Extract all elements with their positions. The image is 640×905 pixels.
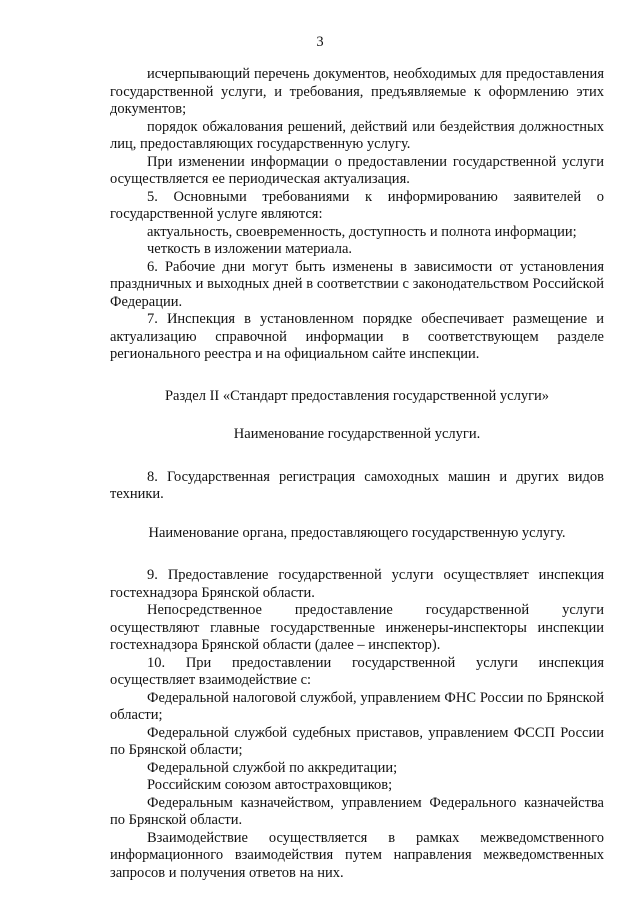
paragraph: актуальность, своевременность, доступность и полнота информации; (147, 223, 577, 240)
paragraph: 5. Основными требованиями к информированию заявителей о государственной услуге являются: (110, 188, 604, 222)
paragraph: Федеральной налоговой службой, управлением ФНС России по Брянской области; (110, 689, 604, 723)
paragraph: 9. Предоставление государственной услуги осуществляет инспекция гостехнадзора Брянской области. (110, 567, 604, 601)
paragraph: Федеральной службой по аккредитации; (147, 759, 398, 776)
paragraph: 10. При предоставлении государственной услуги инспекция осуществляет взаимодействие с: (110, 654, 604, 688)
paragraph: порядок обжалования решений, действий или бездействия должностных лиц, предоставляющих государственную услугу. (110, 118, 604, 152)
paragraph: Федеральным казначейством, управлением Федерального казначейства по Брянской области. (110, 794, 604, 828)
page-number: 3 (316, 34, 324, 50)
paragraph: Взаимодействие осуществляется в рамках межведомственного информационного взаимодействия путем направления межведомственных запросов и получения ответов на них. (110, 829, 604, 881)
paragraph: Федеральной службой судебных приставов, управлением ФССП России по Брянской области; (110, 724, 604, 758)
paragraph: 7. Инспекция в установленном порядке обеспечивает размещение и актуализацию справочной информации в соответствующем разделе регионального реестра и на официальном сайте инспекции. (110, 311, 604, 362)
paragraph-item-8: 8. Государственная регистрация самоходных машин и других видов техники. (110, 468, 604, 502)
heading-service-name: Наименование государственной услуги. (233, 426, 481, 442)
paragraph: 6. Рабочие дни могут быть изменены в зависимости от установления праздничных и выходных дней в соответствии с законодательством Российской Федерации. (110, 258, 604, 310)
heading-authority: Наименование органа, предоставляющего государственную услугу. (148, 524, 566, 541)
document-body (110, 66, 604, 882)
paragraph: При изменении информации о предоставлении государственной услуги осуществляется ее периодическая актуализация. (110, 153, 604, 187)
paragraph: четкость в изложении материала. (147, 241, 353, 257)
paragraph: Непосредственное предоставление государственной услуги осуществляют главные государственные инженеры-инспекторы инспекции гостехнадзора Брянской области (далее – инспектор). (110, 602, 604, 653)
paragraph: исчерпывающий перечень документов, необходимых для предоставления государственной услуги, и требования, предъявляемые к оформлению этих документов; (110, 66, 604, 117)
section-title: Раздел II «Стандарт предоставления государственной услуги» (164, 387, 550, 404)
paragraph: Российским союзом автостраховщиков; (147, 777, 393, 793)
